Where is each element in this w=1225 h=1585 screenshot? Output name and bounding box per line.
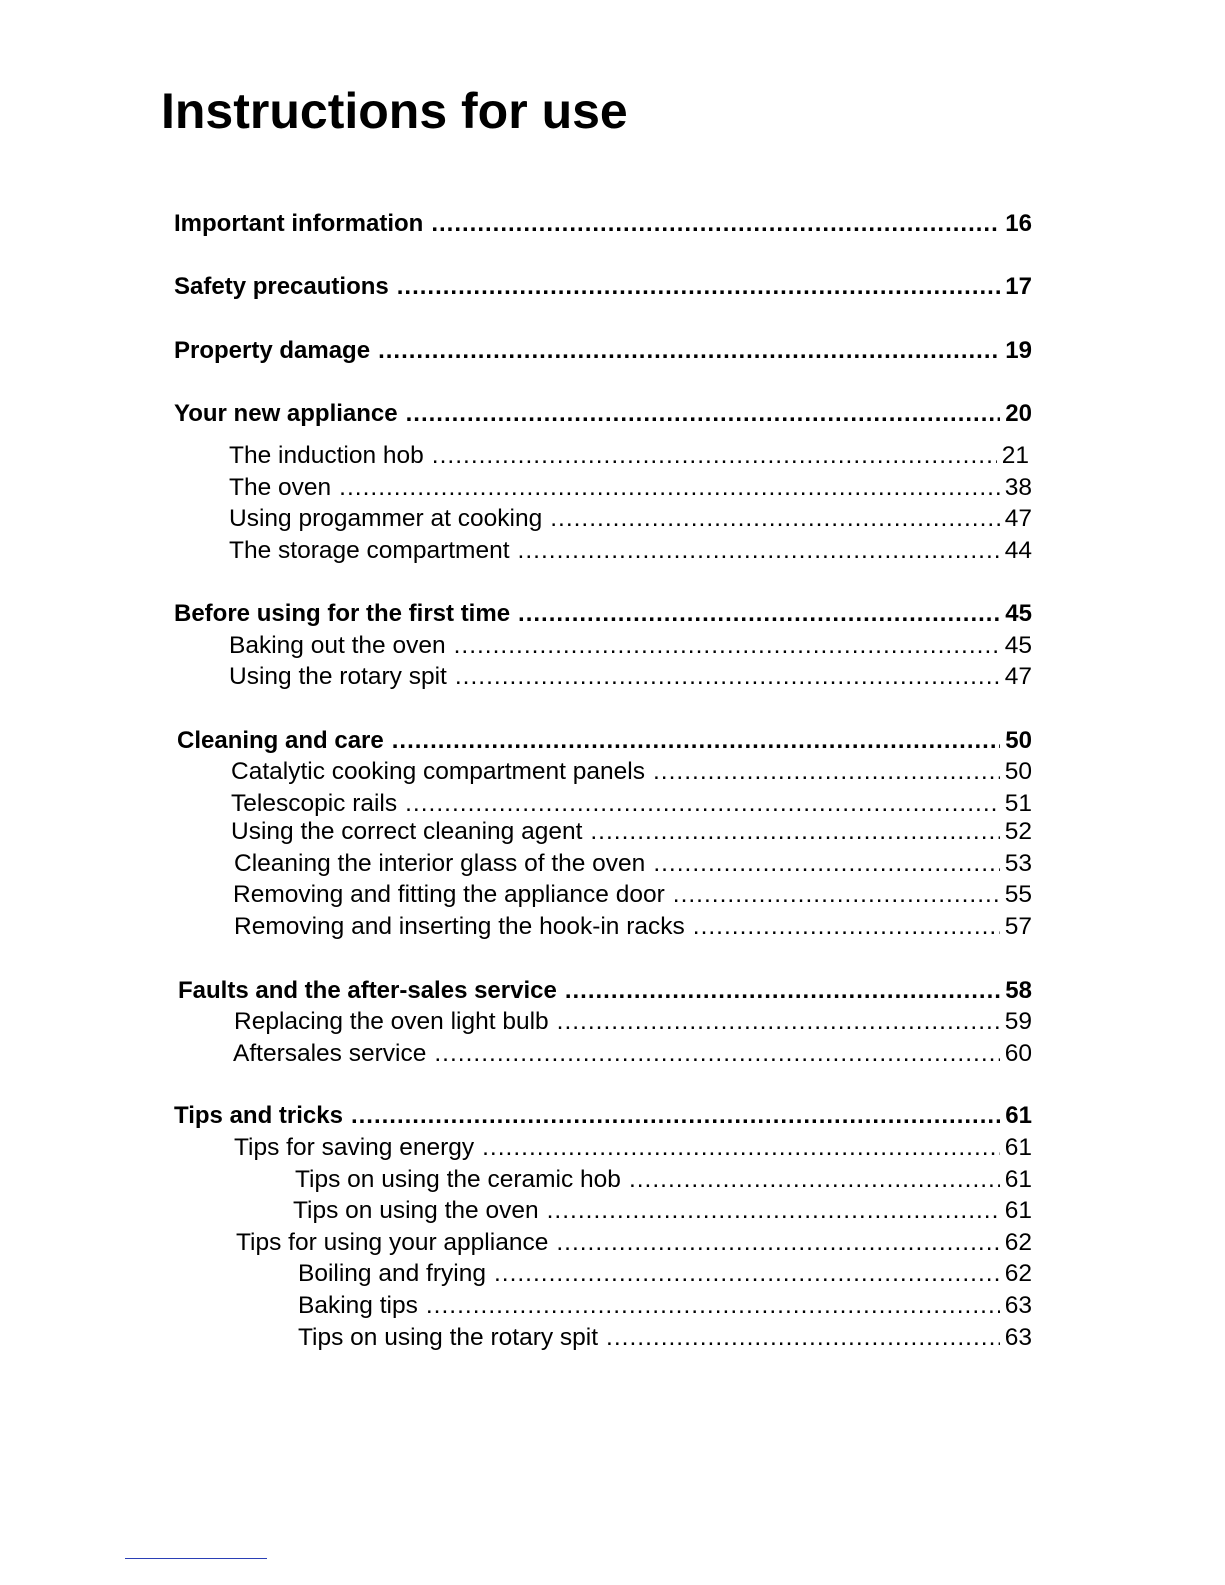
toc-dot-leader (392, 726, 1001, 756)
toc-entry-page: 20 (1005, 400, 1032, 427)
toc-entry-label: Tips for using your appliance (236, 1229, 549, 1256)
toc-dot-leader (547, 1196, 1000, 1226)
toc-entry-label: Removing and inserting the hook-in racks (234, 913, 685, 940)
toc-dot-leader (454, 631, 1000, 661)
toc-entry[interactable] (174, 399, 1032, 429)
toc-entry[interactable] (229, 504, 1032, 534)
toc-entry[interactable] (231, 817, 1032, 847)
toc-entry-label: Safety precautions (174, 273, 389, 300)
toc-dot-leader (518, 599, 1000, 629)
toc-dot-leader (426, 1291, 1000, 1321)
toc-entry-label: Baking tips (298, 1292, 418, 1319)
toc-entry-page: 58 (1005, 977, 1032, 1004)
toc-entry-label: Catalytic cooking compartment panels (231, 758, 645, 785)
toc-entry-label: Replacing the oven light bulb (234, 1008, 549, 1035)
toc-dot-leader (434, 1039, 999, 1069)
toc-entry-page: 17 (1005, 273, 1032, 300)
toc-entry-label: Before using for the first time (174, 600, 511, 627)
toc-dot-leader (590, 817, 999, 847)
toc-dot-leader (378, 336, 1000, 366)
toc-entry[interactable] (174, 1101, 1032, 1131)
toc-entry[interactable] (234, 1007, 1032, 1037)
toc-entry-label: Boiling and frying (298, 1260, 486, 1287)
toc-entry-label: Using the correct cleaning agent (231, 818, 583, 845)
toc-entry-label: Important information (174, 210, 424, 237)
toc-entry-page: 45 (1005, 600, 1032, 627)
toc-entry-label: Using the rotary spit (229, 663, 447, 690)
toc-entry[interactable] (233, 1039, 1032, 1069)
toc-entry-page: 45 (1004, 632, 1032, 659)
toc-entry[interactable] (229, 662, 1032, 692)
toc-entry[interactable] (174, 272, 1032, 302)
toc-entry-page: 55 (1004, 881, 1032, 908)
toc-entry-page: 61 (1004, 1197, 1032, 1224)
toc-entry[interactable] (234, 1133, 1032, 1163)
toc-entry-page: 52 (1004, 818, 1032, 845)
toc-entry-label: Removing and fitting the appliance door (233, 881, 665, 908)
toc-entry-label: Cleaning the interior glass of the oven (234, 850, 646, 877)
toc-entry[interactable] (293, 1196, 1032, 1226)
toc-entry-page: 16 (1005, 210, 1032, 237)
toc-entry[interactable] (295, 1165, 1032, 1195)
toc-entry-label: Faults and the after-sales service (178, 977, 557, 1004)
toc-dot-leader (629, 1165, 1000, 1195)
toc-entry-page: 38 (1004, 474, 1032, 501)
toc-entry-label: Property damage (174, 337, 371, 364)
toc-dot-leader (550, 504, 1000, 534)
toc-dot-leader (693, 912, 1000, 942)
toc-entry[interactable] (174, 336, 1032, 366)
toc-entry-page: 44 (1004, 537, 1032, 564)
toc-entry-page: 61 (1004, 1134, 1032, 1161)
toc-entry-label: The oven (229, 474, 332, 501)
toc-entry[interactable] (298, 1323, 1032, 1353)
toc-entry-page: 59 (1004, 1008, 1032, 1035)
toc-entry[interactable] (233, 880, 1032, 910)
toc-dot-leader (556, 1228, 999, 1258)
toc-entry-page: 19 (1005, 337, 1032, 364)
toc-entry[interactable] (234, 849, 1032, 879)
toc-entry[interactable] (174, 599, 1032, 629)
toc-entry-page: 62 (1004, 1229, 1032, 1256)
toc-dot-leader (482, 1133, 1000, 1163)
toc-dot-leader (653, 849, 999, 879)
page-title: Instructions for use (161, 83, 628, 139)
toc-entry[interactable] (229, 473, 1032, 503)
toc-dot-leader (431, 209, 1000, 239)
toc-entry-label: Your new appliance (174, 400, 398, 427)
toc-entry-page: 60 (1004, 1040, 1032, 1067)
toc-entry[interactable] (229, 536, 1032, 566)
toc-entry[interactable] (234, 912, 1032, 942)
toc-entry-page: 50 (1005, 727, 1032, 754)
toc-entry-label: Tips and tricks (174, 1102, 343, 1129)
toc-entry-label: Tips on using the oven (293, 1197, 539, 1224)
toc-dot-leader (653, 757, 1000, 787)
toc-dot-leader (397, 272, 1001, 302)
toc-entry-label: Tips on using the rotary spit (298, 1324, 599, 1351)
toc-entry-page: 63 (1004, 1292, 1032, 1319)
toc-dot-leader (339, 473, 1000, 503)
toc-entry[interactable] (178, 976, 1032, 1006)
toc-dot-leader (518, 536, 1000, 566)
toc-entry-label: Tips for saving energy (234, 1134, 475, 1161)
toc-entry-label: Using progammer at cooking (229, 505, 543, 532)
toc-entry-page: 47 (1004, 663, 1032, 690)
toc-entry-label: Tips on using the ceramic hob (295, 1166, 621, 1193)
toc-dot-leader (406, 399, 1001, 429)
toc-dot-leader (557, 1007, 1000, 1037)
toc-dot-leader (565, 976, 1000, 1006)
toc-entry-page: 53 (1004, 850, 1032, 877)
toc-dot-leader (455, 662, 1000, 692)
toc-entry-page: 61 (1004, 1166, 1032, 1193)
toc-entry-page: 62 (1004, 1260, 1032, 1287)
toc-entry[interactable] (229, 631, 1032, 661)
toc-entry-label: The induction hob (229, 442, 424, 469)
toc-entry[interactable] (231, 789, 1032, 819)
toc-entry-page: 57 (1004, 913, 1032, 940)
footer-rule (125, 1558, 267, 1559)
toc-entry[interactable] (174, 209, 1032, 239)
toc-dot-leader (351, 1101, 1000, 1131)
toc-entry-label: Telescopic rails (231, 790, 398, 817)
toc-entry[interactable] (298, 1291, 1032, 1321)
toc-entry-label: Aftersales service (233, 1040, 427, 1067)
toc-entry-label: Cleaning and care (177, 727, 384, 754)
toc-entry[interactable] (231, 757, 1032, 787)
toc-entry-label: Baking out the oven (229, 632, 446, 659)
toc-dot-leader (432, 441, 997, 471)
toc-entry-page: 47 (1004, 505, 1032, 532)
toc-entry-page: 21 (1001, 442, 1029, 469)
toc-entry-page: 61 (1005, 1102, 1032, 1129)
toc-dot-leader (494, 1259, 1000, 1289)
toc-entry-page: 50 (1004, 758, 1032, 785)
toc-entry-page: 63 (1004, 1324, 1032, 1351)
toc-entry[interactable] (177, 726, 1032, 756)
toc-dot-leader (606, 1323, 1000, 1353)
toc-entry-page: 51 (1004, 790, 1032, 817)
toc-dot-leader (673, 880, 1000, 910)
toc-entry[interactable] (298, 1259, 1032, 1289)
toc-entry[interactable] (236, 1228, 1032, 1258)
toc-entry[interactable] (229, 441, 1029, 471)
toc-entry-label: The storage compartment (229, 537, 510, 564)
toc-dot-leader (405, 789, 1000, 819)
